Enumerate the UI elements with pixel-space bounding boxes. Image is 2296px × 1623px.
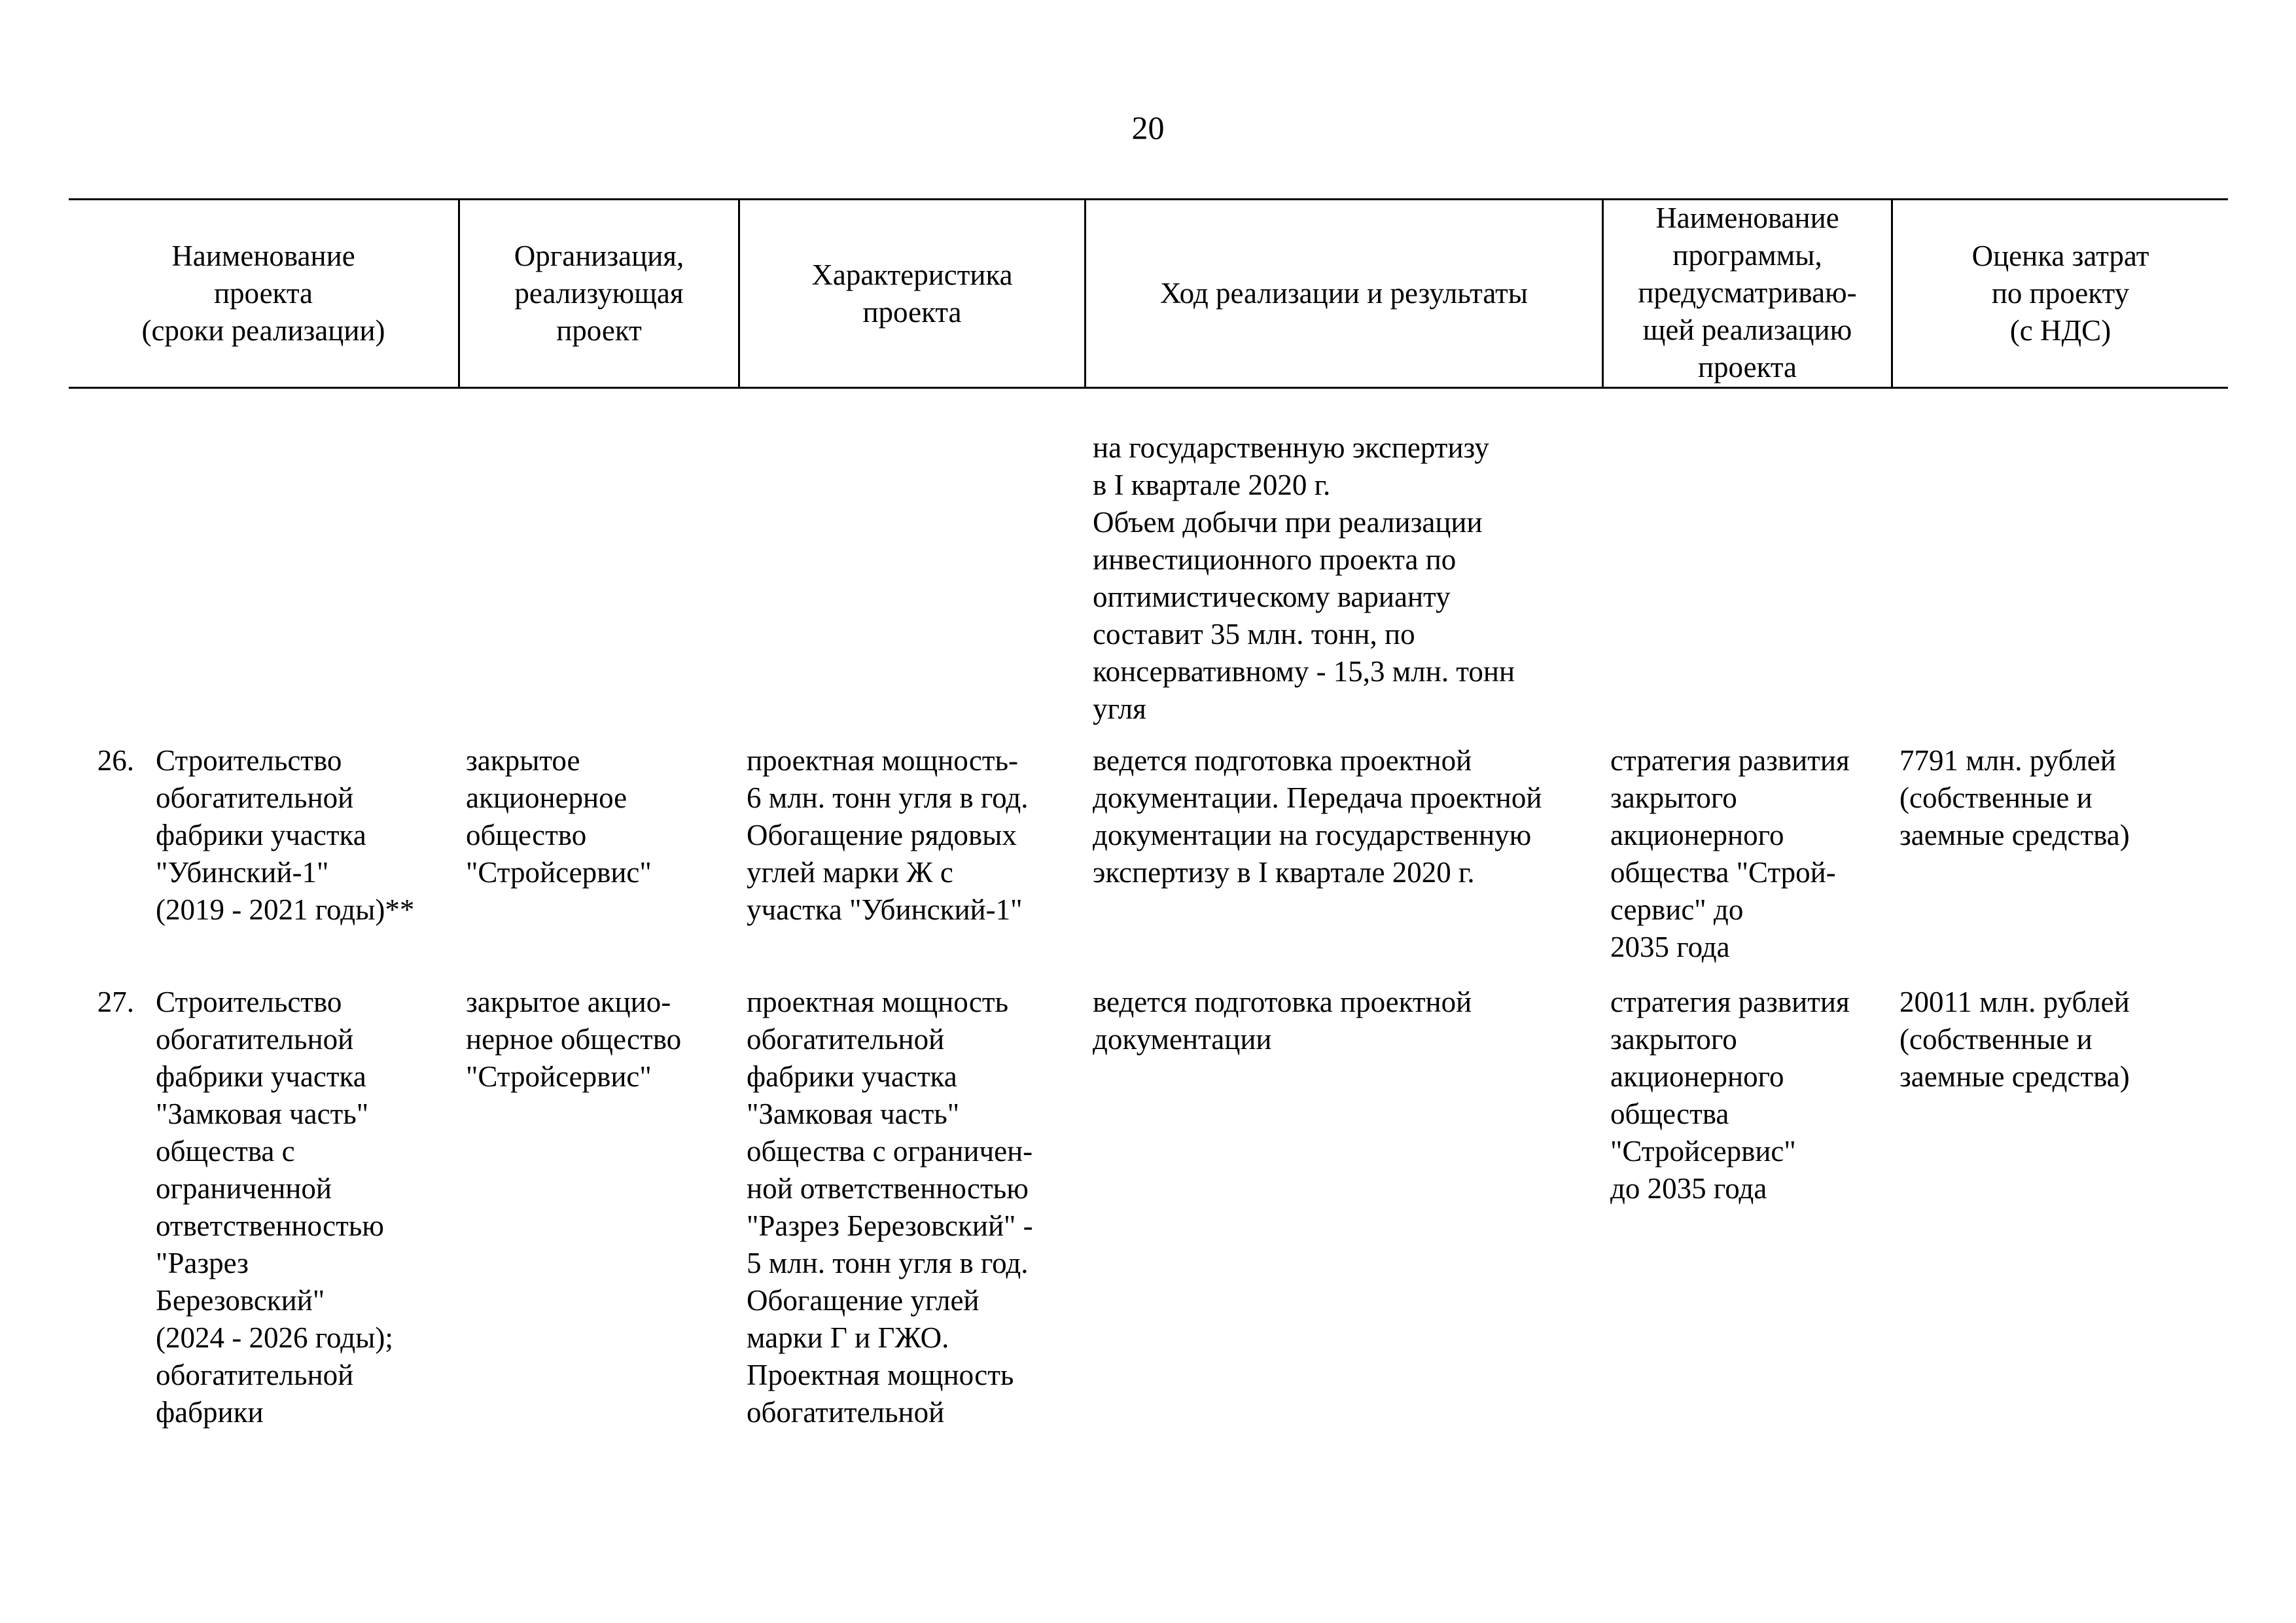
characteristics-cell: проектная мощность обогатительной фабрики участка "Замковая часть" общества с ограничен- ной ответственностью "Разрез Березовский" - 5 млн. тонн угля в год. Обогащение углей марки Г и ГЖО. Проектная мощность обогатительной	[747, 986, 1033, 1429]
project-name-cell: Строительство обогатительной фабрики участка "Замковая часть" общества с ограниченной ответственностью "Разрез Березовский" (2024 - 2026 годы); обогатительной фабрики	[156, 986, 393, 1429]
organization-cell: закрытое акцио- нерное общество "Стройсервис"	[466, 986, 682, 1093]
characteristics-cell: проектная мощность- 6 млн. тонн угля в год. Обогащение рядовых углей марки Ж с участка "Убинский-1"	[747, 744, 1029, 926]
row-number: 27.	[97, 986, 134, 1018]
row-number: 26.	[97, 744, 134, 777]
program-cell: стратегия развития закрытого акционерного общества "Стройсервис" до 2035 года	[1610, 986, 1850, 1205]
header-bottom-rule	[69, 387, 2228, 389]
project-name-cell: Строительство обогатительной фабрики участка "Убинский-1" (2019 - 2021 годы)**	[156, 744, 415, 926]
header-progress: Ход реализации и результаты	[1159, 277, 1528, 310]
page-number: 20	[1131, 109, 1165, 146]
header-program: Наименование программы, предусматриваю- щей реализацию проекта	[1638, 201, 1857, 383]
header-organization: Организация, реализующая проект	[514, 240, 684, 347]
organization-cell: закрытое акционерное общество "Стройсервис"	[466, 744, 652, 889]
continuation-progress-cell: на государственную экспертизу в I квартале 2020 г. Объем добычи при реализации инвестиционного проекта по оптимистическому варианту составит 35 млн. тонн, по консервативному - 15,3 млн. тонн угля	[1093, 431, 1515, 725]
header-characteristics: Характеристика проекта	[811, 258, 1013, 329]
header-project-name: Наименование проекта (сроки реализации)	[141, 240, 385, 347]
progress-cell: ведется подготовка проектной документации	[1093, 986, 1472, 1056]
program-cell: стратегия развития закрытого акционерного общества "Строй- сервис" до 2035 года	[1610, 744, 1850, 963]
header-cost: Оценка затрат по проекту (с НДС)	[1971, 240, 2149, 347]
cost-cell: 7791 млн. рублей (собственные и заемные средства)	[1899, 744, 2130, 851]
progress-cell: ведется подготовка проектной документации. Передача проектной документации на государственную экспертизу в I квартале 2020 г.	[1093, 744, 1542, 889]
cost-cell: 20011 млн. рублей (собственные и заемные средства)	[1899, 986, 2130, 1093]
